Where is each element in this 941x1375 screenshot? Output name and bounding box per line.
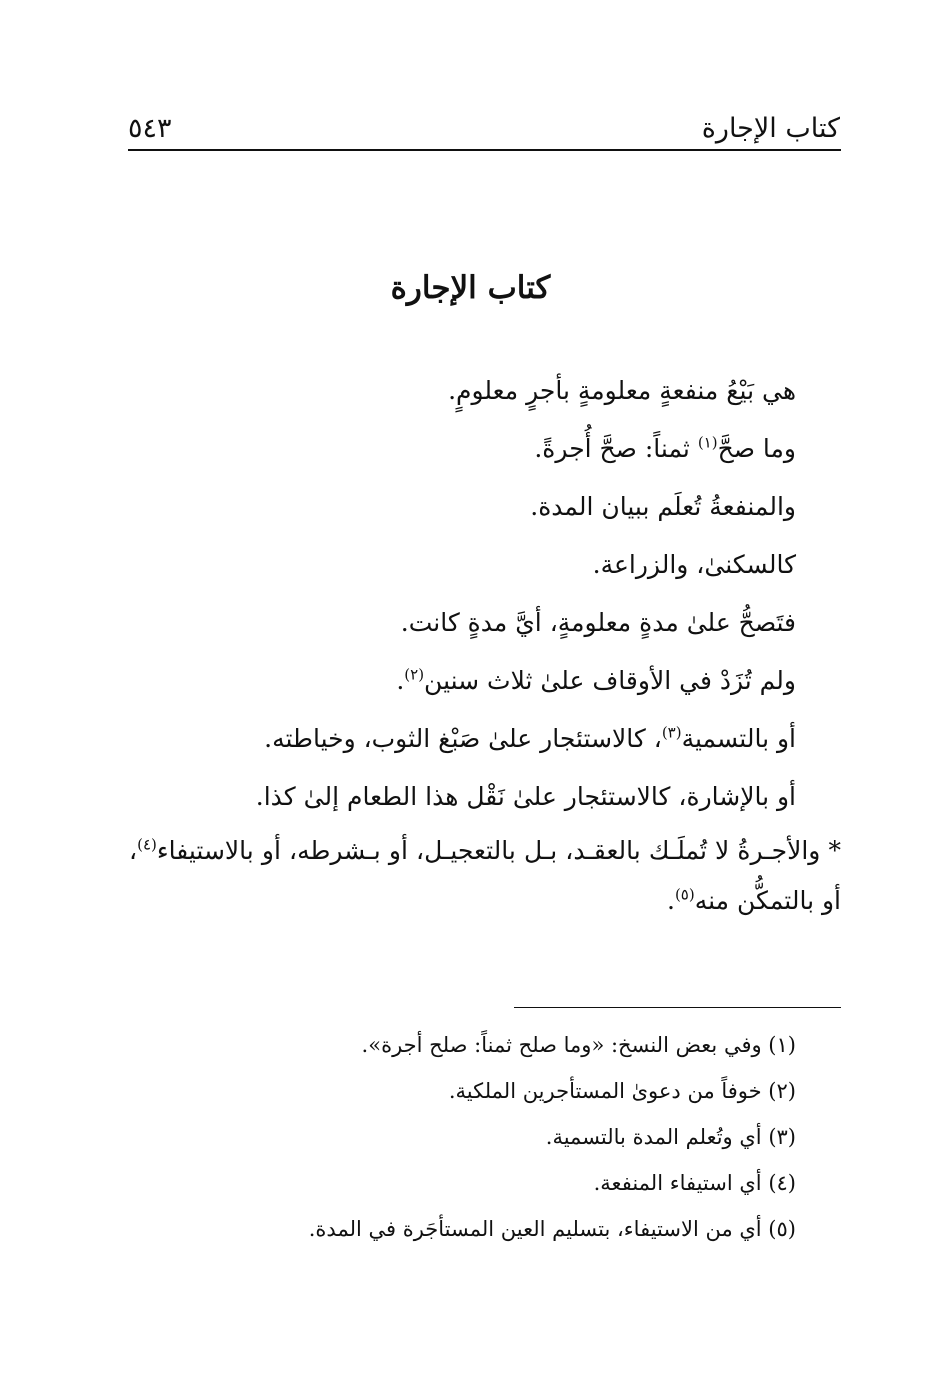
footnote-marker-3[interactable]: (٣) (661, 723, 682, 742)
footnote-4: (٤) أي استيفاء المنفعة. (593, 1171, 796, 1195)
body-paragraph-4: كالسكنىٰ، والزراعة. (592, 550, 796, 579)
body-paragraph-5: فتَصحُّ علىٰ مدةٍ معلومةٍ، أيَّ مدةٍ كانت. (400, 608, 796, 637)
body-text-segment: أو بالتسمية (681, 724, 796, 753)
body-text-segment: * والأجـرةُ لا تُملَـك بالعقـد، بـل بالتعجيـل، أو بـشرطه، أو بالاستيفاء (156, 836, 841, 865)
footnote-rule (514, 1007, 841, 1008)
running-header (128, 104, 840, 144)
body-paragraph-9 (129, 826, 841, 926)
footnote-3: (٣) أي وتُعلم المدة بالتسمية. (545, 1125, 796, 1149)
header-rule (128, 149, 841, 151)
body-text-segment: ولم تُزَدْ في الأوقاف علىٰ ثلاث سنين (424, 666, 796, 695)
body-text-segment: ثمناً: صحَّ أُجرةً. (534, 434, 698, 463)
body-paragraph-1: هي بَيْعُ منفعةٍ معلومةٍ بأجرٍ معلومٍ. (448, 376, 796, 405)
footnote-marker-2[interactable]: (٢) (404, 665, 425, 684)
body-text-segment: ، أو بالتمكُّن منه (129, 836, 841, 915)
body-text (129, 362, 841, 926)
body-paragraph-8: أو بالإشارة، كالاستئجار علىٰ نَقْل هذا الطعام إلىٰ كذا. (255, 782, 796, 811)
body-text-segment: ، كالاستئجار علىٰ صَبْغ الثوب، وخياطته. (264, 724, 662, 753)
body-text-segment: . (396, 666, 405, 695)
page-number: ٥٤٣ (128, 113, 172, 144)
footnote-marker-5[interactable]: (٥) (674, 885, 695, 904)
footnote-marker-4[interactable]: (٤) (137, 835, 157, 854)
body-text-segment: . (666, 886, 675, 915)
chapter-title: كتاب الإجارة (390, 270, 551, 306)
body-paragraph-6 (146, 652, 796, 710)
footnote-5: (٥) أي من الاستيفاء، بتسليم العين المستأجَرة في المدة. (308, 1217, 796, 1241)
footnote-1: (١) وفي بعض النسخ: «وما صلح ثمناً: صلح أجرة». (361, 1033, 796, 1057)
body-paragraph-3: والمنفعةُ تُعلَم ببيان المدة. (530, 492, 796, 521)
footnote-2: (٢) خوفاً من دعوىٰ المستأجرين الملكية. (448, 1079, 796, 1103)
body-text-segment: وما صحَّ (717, 434, 796, 463)
body-paragraph-7 (146, 710, 796, 768)
footnotes (176, 1022, 796, 1252)
footnote-marker-1[interactable]: (١) (697, 433, 718, 452)
body-paragraph-2 (146, 420, 796, 478)
running-header-title: كتاب الإجارة (701, 113, 840, 144)
